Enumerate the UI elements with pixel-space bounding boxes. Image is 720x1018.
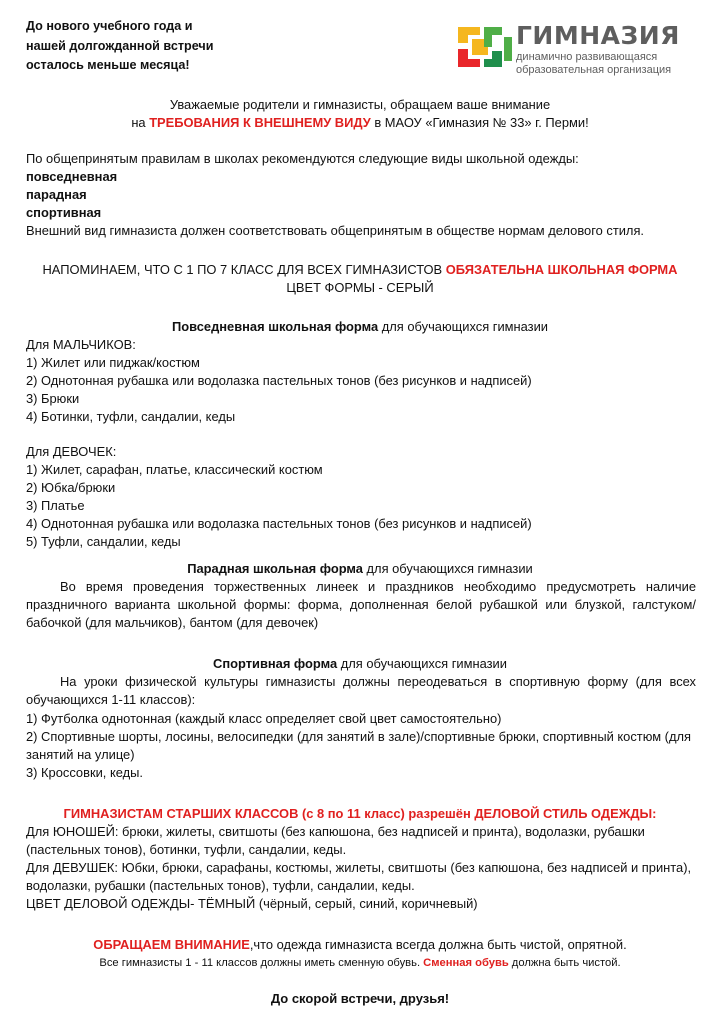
senior-color: ЦВЕТ ДЕЛОВОЙ ОДЕЖДЫ- ТЁМНЫЙ (чёрный, серый, синий, коричневый) (26, 896, 478, 911)
attention-text: ,что одежда гимназиста всегда должна быть чистой, опрятной. (249, 937, 627, 952)
list-item: 5) Туфли, сандалии, кеды (26, 534, 181, 549)
logo-subtitle-line: образовательная организация (516, 64, 672, 76)
gymnasium-logo (458, 21, 698, 80)
change-shoes-text: Все гимназисты 1 - 11 классов должны иметь сменную обувь. (99, 957, 424, 969)
reminder-highlight: ОБЯЗАТЕЛЬНА ШКОЛЬНАЯ ФОРМА (445, 262, 678, 277)
sport-text: На уроки физической культуры гимназисты должны переодеваться в спортивную форму (для всех обучающихся 1-11 классов): (26, 674, 696, 707)
list-item: 1) Жилет, сарафан, платье, классический костюм (26, 462, 323, 477)
list-item: 2) Спортивные шорты, лосины, велосипедки (для занятий в зале)/спортивные брюки, спортивный костюм (для занятий на улице) (26, 729, 691, 762)
attention-highlight: ОБРАЩАЕМ ВНИМАНИЕ (93, 937, 250, 952)
header-note (26, 17, 213, 76)
header-note-line: До нового учебного года и (26, 19, 193, 33)
reminder-text: НАПОМИНАЕМ, ЧТО С 1 ПО 7 КЛАСС ДЛЯ ВСЕХ ГИМНАЗИСТОВ (42, 262, 446, 277)
formal-title-rest: для обучающихся гимназии (362, 561, 533, 576)
list-item: 1) Футболка однотонная (каждый класс определяет свой цвет самостоятельно) (26, 711, 502, 726)
senior-girls: Для ДЕВУШЕК: Юбки, брюки, сарафаны, костюмы, жилеты, свитшоты (без капюшона, без надписей и принта), водолазки, рубашки (пастельных тонов), туфли, сандалии, кеды. (26, 860, 692, 893)
list-item: 3) Платье (26, 498, 85, 513)
general-lead: По общепринятым правилам в школах рекомендуются следующие виды школьной одежды: (26, 151, 579, 166)
uniform-type: парадная (26, 187, 87, 202)
uniform-type: повседневная (26, 169, 118, 184)
intro-text: в МАОУ «Гимназия № 33» г. Перми! (370, 115, 589, 130)
reminder (20, 261, 700, 297)
color-line: ЦВЕТ ФОРМЫ - СЕРЫЙ (286, 280, 434, 295)
logo-name: ГИМНАЗИЯ (516, 21, 680, 50)
list-item: 2) Юбка/брюки (26, 480, 116, 495)
list-item: 4) Однотонная рубашка или водолазка пастельных тонов (без рисунков и надписей) (26, 516, 532, 531)
logo-subtitle-line: динамично развивающаяся (516, 51, 658, 63)
attention (20, 936, 700, 954)
general-section (26, 150, 696, 240)
list-item: 2) Однотонная рубашка или водолазка пастельных тонов (без рисунков и надписей) (26, 373, 532, 388)
intro-line: Уважаемые родители и гимназисты, обращаем ваше внимание (169, 97, 551, 112)
intro (20, 96, 700, 132)
header-note-line: нашей долгожданной встречи (26, 38, 214, 53)
intro-text: на (131, 115, 150, 130)
formal-title-bold: Парадная школьная форма (187, 561, 363, 576)
senior-section (26, 823, 696, 913)
reminder-line (20, 261, 700, 279)
casual-title (20, 318, 700, 336)
casual-title-rest: для обучающихся гимназии (378, 319, 548, 334)
change-shoes-text: должна быть чистой. (508, 957, 621, 969)
girls-label: Для ДЕВОЧЕК: (26, 444, 117, 459)
casual-boys (26, 336, 696, 426)
change-shoes-highlight: Сменная обувь (423, 957, 509, 969)
header-note-line: осталось меньше месяца! (26, 58, 190, 72)
sport-list (26, 710, 696, 782)
intro-highlight: ТРЕБОВАНИЯ К ВНЕШНЕМУ ВИДУ (149, 115, 371, 130)
casual-title-bold: Повседневная школьная форма (172, 319, 379, 334)
intro-line (20, 114, 700, 132)
senior-title: ГИМНАЗИСТАМ СТАРШИХ КЛАССОВ (с 8 по 11 класс) разрешён ДЕЛОВОЙ СТИЛЬ ОДЕЖДЫ: (63, 806, 657, 821)
boys-label: Для МАЛЬЧИКОВ: (26, 337, 136, 352)
senior-boys: Для ЮНОШЕЙ: брюки, жилеты, свитшоты (без капюшона, без надписей и принта), водолазки, рубашки (пастельных тонов), ботинки, туфли, сандалии, кеды. (26, 824, 645, 857)
list-item: 3) Брюки (26, 391, 80, 406)
sport-title-bold: Спортивная форма (213, 656, 338, 671)
list-item: 4) Ботинки, туфли, сандалии, кеды (26, 409, 236, 424)
uniform-type: спортивная (26, 205, 102, 220)
appearance-rule: Внешний вид гимназиста должен соответствовать общепринятым в обществе нормам делового стиля. (26, 223, 645, 238)
closing: До скорой встречи, друзья! (270, 991, 450, 1006)
list-item: 3) Кроссовки, кеды. (26, 765, 143, 780)
logo-subtitle (516, 51, 671, 77)
formal-text: Во время проведения торжественных линеек и праздников необходимо предусмотреть наличие праздничного варианта школьной формы: форма, дополненная белой рубашкой или блузкой, галстуком/бабочкой (для мальчиков), бантом (для девочек) (26, 579, 696, 630)
change-shoes (20, 955, 700, 971)
sport-title (20, 655, 700, 673)
formal-title (20, 560, 700, 578)
logo-mark-icon (458, 27, 514, 75)
sport-title-rest: для обучающихся гимназии (337, 656, 507, 671)
casual-girls (26, 443, 696, 551)
list-item: 1) Жилет или пиджак/костюм (26, 355, 200, 370)
